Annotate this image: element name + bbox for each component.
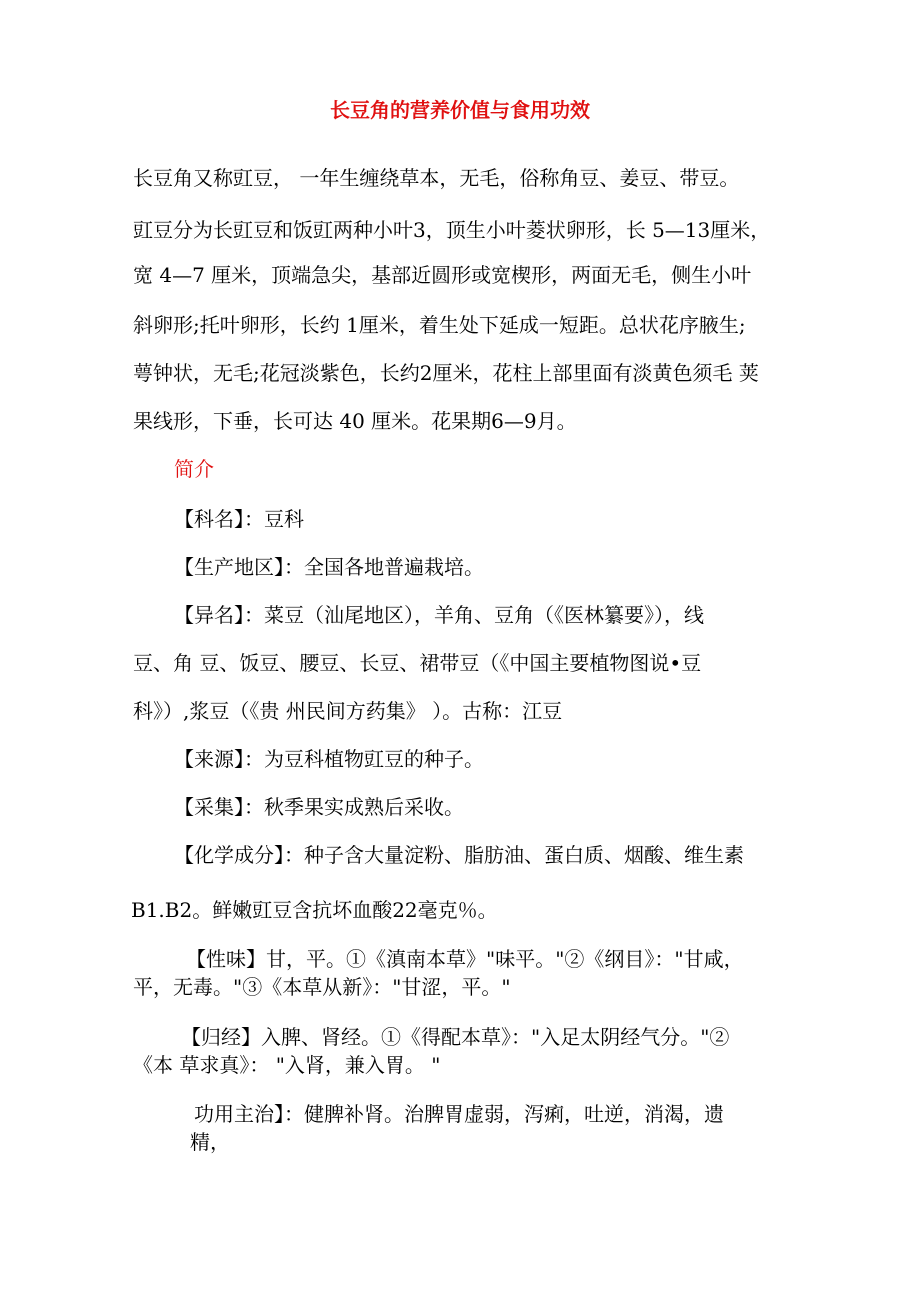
entry-source: 【来源】：为豆科植物豇豆的种子。 xyxy=(174,747,484,771)
entry-aliases-line-3: 科》）,浆豆（《贵 州民间方药集》 ）。古称：江豆 xyxy=(133,699,563,723)
entry-production-area: 【生产地区】：全国各地普遍栽培。 xyxy=(174,555,484,579)
intro-line-6: 果线形，下垂，长可达 40 厘米。花果期6—9月。 xyxy=(133,409,577,433)
entry-chemistry-line-1: 【化学成分】：种子含大量淀粉、脂肪油、蛋白质、烟酸、维生素 xyxy=(174,843,744,867)
intro-line-2: 豇豆分为长豇豆和饭豇两种小叶3，顶生小叶菱状卵形，长 5—13厘米， xyxy=(133,218,771,242)
entry-function-line-2: 精， xyxy=(190,1130,230,1154)
entry-aliases-line-1: 【异名】：菜豆（汕尾地区），羊角、豆角（《医林纂要》），线 xyxy=(174,603,704,627)
entry-family-name: 【科名】：豆科 xyxy=(174,507,304,531)
entry-function-line-1: 功用主治】：健脾补肾。治脾胃虚弱，泻痢，吐逆，消渴，遗 xyxy=(194,1102,724,1126)
intro-line-4: 斜卵形;托叶卵形，长约 1厘米，着生处下延成一短距。总状花序腋生; xyxy=(133,313,746,337)
entry-meridian-line-2: 《本 草求真》： "入肾，兼入胃。 " xyxy=(133,1053,441,1077)
intro-line-1: 长豆角又称豇豆， 一年生缠绕草本，无毛，俗称角豆、姜豆、带豆。 xyxy=(133,166,740,190)
intro-line-5: 萼钟状，无毛;花冠淡紫色，长约2厘米，花柱上部里面有淡黄色须毛 荚 xyxy=(133,361,759,385)
entry-chemistry-line-2: B1.B2。鲜嫩豇豆含抗坏血酸22毫克％。 xyxy=(131,898,498,922)
document-title: 长豆角的营养价值与食用功效 xyxy=(330,98,590,122)
entry-nature-taste-line-1: 【性味】甘，平。①《滇南本草》"味平。"②《纲目》："甘咸， xyxy=(186,947,744,971)
entry-aliases-line-2: 豆、角 豆、饭豆、腰豆、长豆、裙带豆（《中国主要植物图说•豆 xyxy=(133,651,702,675)
entry-harvest: 【采集】：秋季果实成熟后采收。 xyxy=(174,795,464,819)
intro-line-3: 宽 4—7 厘米，顶端急尖，基部近圆形或宽楔形，两面无毛，侧生小叶 xyxy=(133,263,752,287)
entry-nature-taste-line-2: 平，无毒。"③《本草从新》："甘涩，平。" xyxy=(133,975,511,999)
section-heading-intro: 简介 xyxy=(174,457,214,481)
entry-meridian-line-1: 【归经】入脾、肾经。①《得配本草》："入足太阴经气分。"② xyxy=(181,1025,730,1049)
